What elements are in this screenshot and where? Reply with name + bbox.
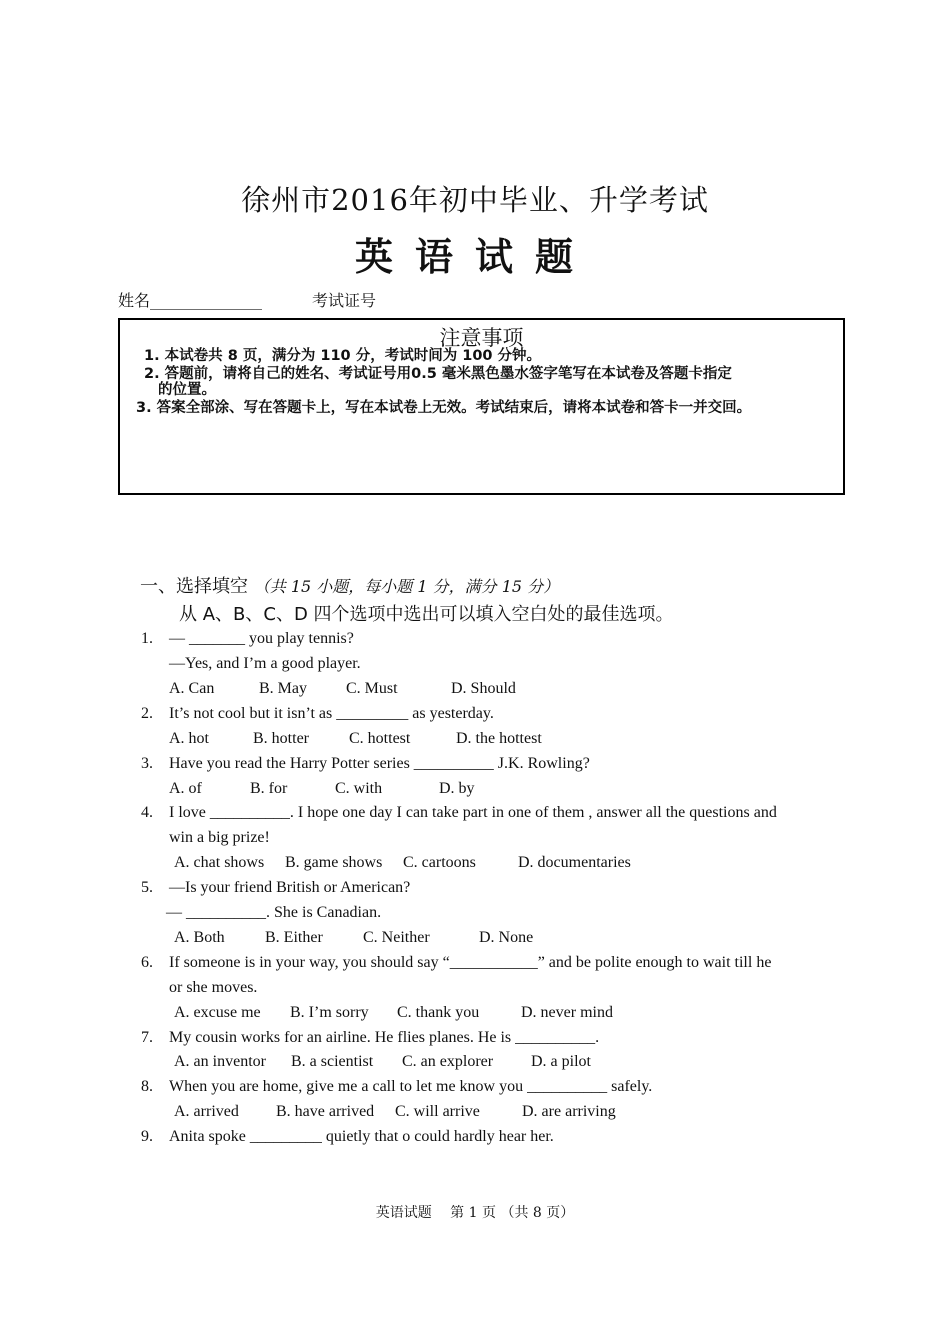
option-c: C. thank you [397,1004,480,1021]
option-b: B. game shows [285,854,383,871]
question-text: My cousin works for an airline. He flies planes. He is __________. [169,1029,600,1046]
option-b: B. have arrived [276,1103,375,1120]
section-heading [140,572,559,598]
question-text: I love __________. I hope one day I can take part in one of them , answer all the questions and [169,804,777,821]
subject-title: 英语试题 [354,235,595,279]
option-c: C. Must [346,680,398,697]
question-number: 6. [141,954,153,971]
question-text: Have you read the Harry Potter series __________ J.K. Rowling? [169,755,590,772]
question-number: 1. [141,630,153,647]
section-title: 一、选择填空 [140,576,248,597]
option-a: A. excuse me [174,1004,261,1021]
option-a: A. chat shows [174,854,265,871]
page-footer: 英语试题 第 1 页 （共 8 页） [375,1205,575,1221]
option-b: B. a scientist [291,1053,374,1070]
question-text: If someone is in your way, you should say “___________” and be polite enough to wait till he [169,954,772,971]
notice-item: 的位置。 [158,382,216,398]
option-d: D. the hottest [456,730,542,747]
option-b: B. May [259,680,307,697]
option-b: B. I’m sorry [290,1004,369,1021]
question-text: — _______ you play tennis? [169,630,354,647]
notice-item: 2. 答题前，请将自己的姓名、考试证号用0.5 毫米黑色墨水签字笔写在本试卷及答题卡指定 [144,366,732,382]
question-text: — __________. She is Canadian. [166,904,382,921]
option-d: D. are arriving [522,1103,616,1120]
question-text: win a big prize! [169,829,270,846]
name-field-label: 姓名______________ [118,291,263,310]
option-a: A. an inventor [174,1053,266,1070]
option-a: A. Both [174,929,225,946]
option-c: C. an explorer [402,1053,494,1070]
option-c: C. with [335,780,383,797]
section-subtitle: （共 15 小题，每小题 1 分，满分 15 分） [253,577,560,596]
option-d: D. documentaries [518,854,631,871]
option-a: A. hot [169,730,209,747]
question-text: —Is your friend British or American? [169,879,411,896]
question-number: 2. [141,705,153,722]
notice-box [118,318,845,495]
question-number: 4. [141,804,153,821]
question-number: 9. [141,1128,153,1145]
question-number: 3. [141,755,153,772]
option-b: B. for [250,780,288,797]
option-d: D. Should [451,680,516,697]
option-a: A. arrived [174,1103,239,1120]
question-text: It’s not cool but it isn’t as _________ as yesterday. [169,705,494,722]
option-a: A. Can [169,680,215,697]
option-d: D. by [439,780,475,797]
option-a: A. of [169,780,202,797]
option-b: B. Either [265,929,323,946]
exam-number-label: 考试证号 [312,291,377,310]
option-b: B. hotter [253,730,309,747]
option-d: D. None [479,929,534,946]
option-c: C. hottest [349,730,411,747]
question-text: Anita spoke _________ quietly that o could hardly hear her. [169,1128,554,1145]
question-number: 5. [141,879,153,896]
option-c: C. cartoons [403,854,476,871]
question-number: 7. [141,1029,153,1046]
option-d: D. never mind [521,1004,613,1021]
option-c: C. will arrive [395,1103,480,1120]
question-text: —Yes, and I’m a good player. [169,655,361,672]
question-text: or she moves. [169,979,258,996]
section-instruction: 从 A、B、C、D 四个选项中选出可以填入空白处的最佳选项。 [179,604,674,625]
question-text: When you are home, give me a call to let me know you __________ safely. [169,1078,653,1095]
exam-title: 徐州市2016年初中毕业、升学考试 [241,183,709,217]
option-d: D. a pilot [531,1053,591,1070]
notice-item: 1. 本试卷共 8 页，满分为 110 分，考试时间为 100 分钟。 [144,348,542,364]
notice-title: 注意事项 [439,326,524,350]
option-c: C. Neither [363,929,430,946]
question-number: 8. [141,1078,153,1095]
notice-item: 3. 答案全部涂、写在答题卡上，写在本试卷上无效。考试结束后，请将本试卷和答卡一并交回。 [136,400,752,416]
